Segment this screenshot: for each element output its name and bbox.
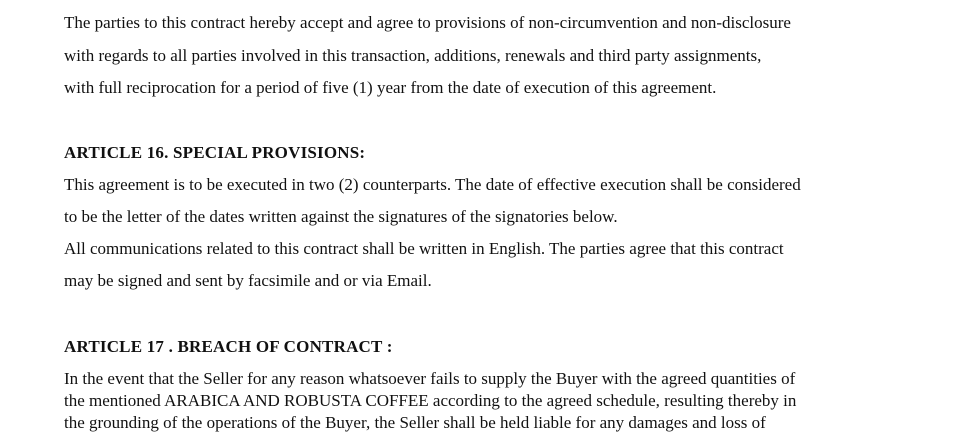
article-16-line-3: All communications related to this contract shall be written in English. The parties agree that this contract <box>64 239 784 258</box>
article-16-line-2: to be the letter of the dates written against the signatures of the signatories below. <box>64 207 618 226</box>
article-17-line-2: the mentioned ARABICA AND ROBUSTA COFFEE according to the agreed schedule, resulting thereby in <box>64 391 797 410</box>
article-16-line-1: This agreement is to be executed in two (2) counterparts. The date of effective execution shall be considered <box>64 175 801 194</box>
paragraph-1-line-3: with full reciprocation for a period of five (1) year from the date of execution of this agreement. <box>64 78 717 97</box>
paragraph-1-line-1: The parties to this contract hereby accept and agree to provisions of non-circumvention and non-disclosure <box>64 13 791 32</box>
article-17-line-3: the grounding of the operations of the Buyer, the Seller shall be held liable for any damages and loss of <box>64 413 766 432</box>
paragraph-1-line-2: with regards to all parties involved in this transaction, additions, renewals and third party assignments, <box>64 46 762 65</box>
article-17-heading: ARTICLE 17 . BREACH OF CONTRACT : <box>64 337 393 356</box>
article-16-heading: ARTICLE 16. SPECIAL PROVISIONS: <box>64 143 366 162</box>
article-17-line-1: In the event that the Seller for any reason whatsoever fails to supply the Buyer with the agreed quantities of <box>64 369 796 388</box>
article-16-line-4: may be signed and sent by facsimile and or via Email. <box>64 271 432 290</box>
